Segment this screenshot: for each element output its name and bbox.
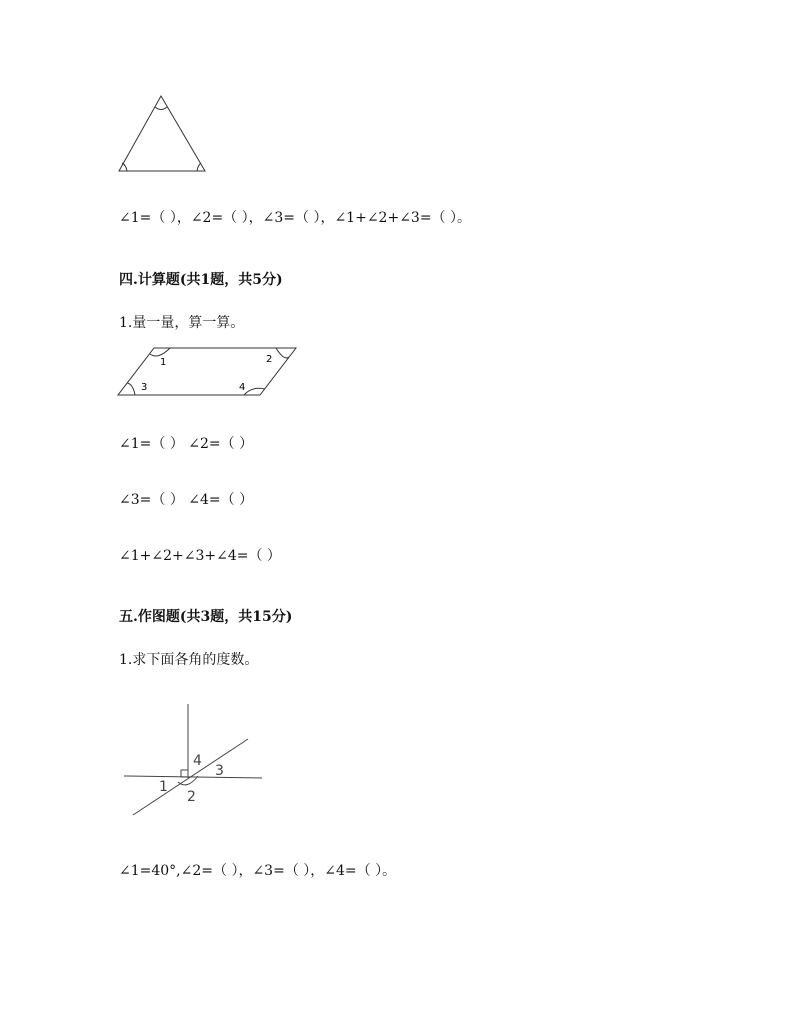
angle-label-1: 1	[159, 779, 168, 795]
parallelogram-label-1: 1	[160, 357, 167, 368]
section-4-answer-line-1: ∠1=（ ） ∠2=（ ）	[119, 436, 254, 452]
parallelogram-label-4: 4	[239, 382, 246, 393]
section-4-answer-line-2: ∠3=（ ） ∠4=（ ）	[119, 492, 254, 508]
parallelogram-label-3: 3	[141, 382, 148, 393]
triangle-angle-question: ∠1=（ ），∠2=（ ），∠3=（ ），∠1+∠2+∠3=（ ）。	[119, 210, 472, 226]
section-5-heading: 五.作图题(共3题，共15分)	[119, 609, 293, 625]
angle-label-2: 2	[187, 789, 196, 805]
section-4-question: 1.量一量，算一算。	[119, 315, 245, 331]
section-4-answer-line-3: ∠1+∠2+∠3+∠4=（ ）	[119, 548, 281, 564]
parallelogram-label-2: 2	[266, 354, 273, 365]
section-5-question: 1.求下面各角的度数。	[119, 652, 259, 668]
angle-label-3: 3	[215, 763, 224, 779]
section-5-answer-line: ∠1=40°,∠2=（ ），∠3=（ ），∠4=（ ）。	[119, 863, 397, 879]
angle-label-4: 4	[193, 753, 202, 769]
section-4-heading: 四.计算题(共1题，共5分)	[119, 272, 283, 288]
